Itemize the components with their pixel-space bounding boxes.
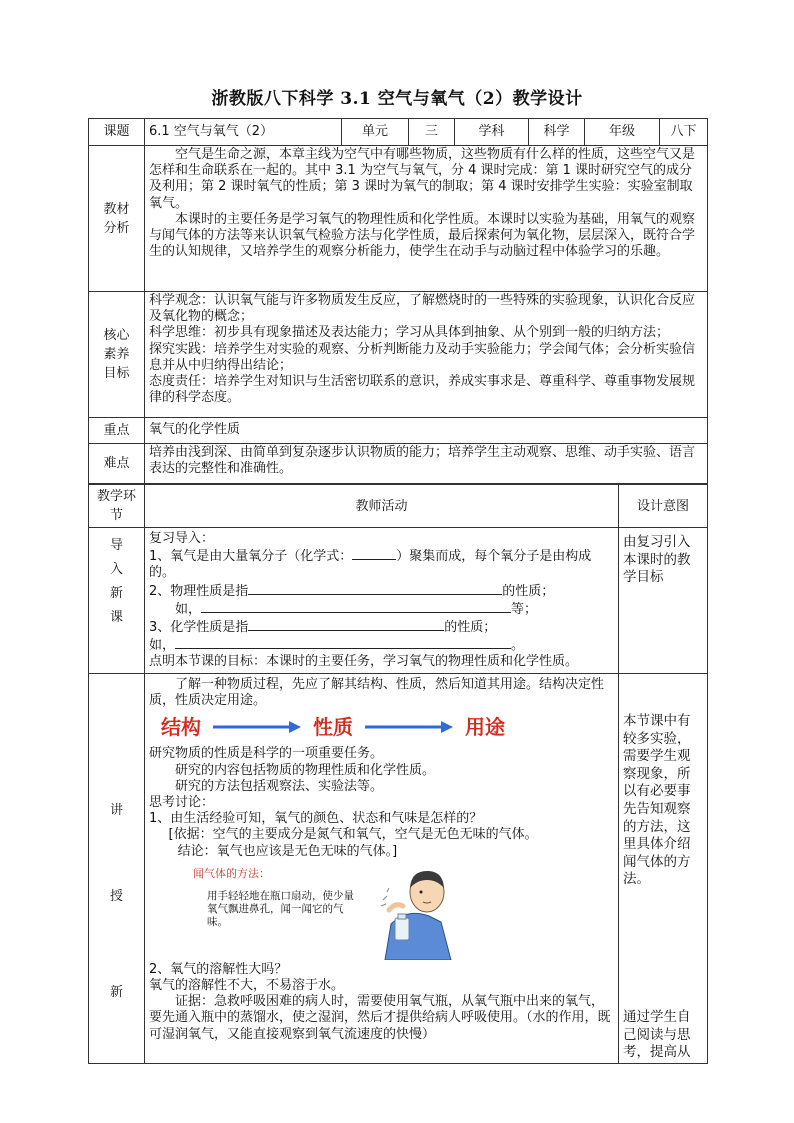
key-point-label: 重点 <box>89 418 145 444</box>
review-title: 复习导入： <box>149 531 215 546</box>
key-point-row <box>89 418 708 444</box>
grade-value: 八下 <box>660 119 708 146</box>
discussion-question-1: 1、由生活经验可知，氧气的颜色、状态和气味是怎样的？ <box>149 811 483 827</box>
intent-observation-note: 本节课中有较多实验，需要学生观察现象，所以有必要事先告知观察的方法，这里具体介绍闻气体的方法。 <box>623 713 691 888</box>
review-question-1: 1、氧气是由大量氧分子（化学式： ）聚集而成，每个氧分子是由构成的。 <box>149 549 592 581</box>
grade-label: 年级 <box>585 119 660 146</box>
review-example-3: 如， 。 <box>149 638 525 654</box>
research-line-3: 研究的方法包括观察法、实验法等。 <box>175 778 384 794</box>
topic-value: 6.1 空气与氧气（2） <box>145 119 342 146</box>
intro-row <box>89 528 708 674</box>
stage-char: 课 <box>109 610 123 625</box>
research-line-2: 研究的内容包括物质的物理性质和化学性质。 <box>175 762 436 778</box>
process-header-row <box>89 485 708 528</box>
goal-science-thinking: 科学思维：初步具有现象描述及表达能力；学习从具体到抽象、从个别到一般的归纳方法； <box>149 325 670 341</box>
stage-char: 授 <box>109 889 123 905</box>
arrow-right-icon <box>213 720 301 734</box>
answer-blank <box>201 600 511 613</box>
answer-blank <box>248 618 444 631</box>
person-smelling-gas-illustration <box>377 862 477 960</box>
goal-science-concept: 科学观念：认识氧气能与许多物质发生反应，了解燃烧时的一些特殊的实验现象，认识化合反应及氧化物的概念； <box>149 293 696 325</box>
subject-value: 科学 <box>529 119 585 146</box>
key-point-value: 氧气的化学性质 <box>145 418 708 444</box>
research-line-1: 研究物质的性质是科学的一项重要任务。 <box>149 746 384 762</box>
answer-blank <box>248 582 502 595</box>
figure-caption: 用手轻轻地在瓶口扇动，使少量氧气飘进鼻孔，闻一闻它的气味。 <box>207 889 354 928</box>
discussion-question-2: 2、氧气的溶解性大吗？ <box>149 961 288 977</box>
goal-attitude: 态度责任：培养学生对知识与生活密切联系的意识，养成实事求是、尊重科学、尊重事物发展规律的科学态度。 <box>149 374 696 406</box>
header-row <box>89 119 708 146</box>
smell-gas-figure <box>149 862 614 960</box>
stage-char: 新 <box>109 985 123 1001</box>
discussion-title: 思考讨论： <box>149 795 215 811</box>
unit-value: 三 <box>409 119 455 146</box>
lesson-goal-statement: 点明本节课的目标：本课时的主要任务，学习氧气的物理性质和化学性质。 <box>149 654 579 670</box>
document-title: 浙教版八下科学 3.1 空气与氧气（2）教学设计 <box>211 89 583 109</box>
flow-use: 用途 <box>465 715 505 740</box>
intro-stage <box>89 528 145 674</box>
analysis-paragraph-2: 本课时的主要任务是学习氧气的物理性质和化学性质。本课时以实验为基础，用氧气的观察与闻气体的方法等来认识氧气检验方法与化学性质，最后探索何为氧化物，层层深入，既符合学生的认知规律，又培养学生的观察分析能力，使学生在动手与动脑过程中体验学习的乐趣。 <box>149 211 696 260</box>
topic-label: 课题 <box>89 119 145 146</box>
goals-row <box>89 292 708 418</box>
structure-intro: 了解一种物质过程，先应了解其结构、性质，然后知道其用途。结构决定性质，性质决定用途。 <box>149 677 605 709</box>
intent-col-header: 设计意图 <box>619 485 708 528</box>
discussion-conclusion: 结论：氧气也应该是无色无味的气体。] <box>177 843 398 859</box>
teacher-col-header: 教师活动 <box>145 485 619 528</box>
difficulty-value: 培养由浅到深、由简单到复杂逐步认识物质的能力；培养学生主动观察、思维、动手实验、语言表达的完整性和准确性。 <box>145 444 708 484</box>
teach-row <box>89 674 708 1064</box>
teach-intent <box>619 674 708 1064</box>
stage-char: 导 <box>109 538 123 553</box>
discussion-basis: [依据：空气的主要成分是氮气和氧气，空气是无色无味的气体。 <box>168 827 538 843</box>
stage-col-header: 教学环节 <box>89 485 145 528</box>
process-table <box>88 484 708 1064</box>
solubility-answer: 氧气的溶解性不大，不易溶于水。 <box>149 978 345 994</box>
analysis-content <box>145 146 708 292</box>
unit-label: 单元 <box>342 119 409 146</box>
goals-label: 核心 素养 目标 <box>89 292 145 418</box>
teach-activity <box>145 674 619 1064</box>
structure-property-use-flow <box>149 712 614 742</box>
teach-stage <box>89 674 145 1064</box>
solubility-evidence: 证据：急救呼吸困难的病人时，需要使用氧气瓶，从氧气瓶中出来的氧气，要先通入瓶中的蒸馏水，使之湿润，然后才提供给病人呼吸使用。（水的作用，既可湿润氧气，又能直接观察到氧气流速度的快慢） <box>149 994 611 1042</box>
difficulty-label: 难点 <box>89 444 145 484</box>
answer-blank <box>352 547 396 560</box>
stage-char: 入 <box>109 562 123 577</box>
review-example-2: 如， 等； <box>175 601 538 617</box>
goal-inquiry-practice: 探究实践：培养学生对实验的观察、分析判断能力及动手实验能力；学会闻气体；会分析实验信息并从中归纳得出结论； <box>149 341 696 373</box>
intent-reading-note: 通过学生自己阅读与思考，提高从 <box>623 1008 691 1061</box>
review-question-3: 3、化学性质是指 的性质； <box>149 620 497 636</box>
difficulty-row <box>89 444 708 484</box>
goals-content <box>145 292 708 418</box>
intro-activity <box>145 528 619 674</box>
stage-char: 新 <box>109 586 123 601</box>
analysis-label: 教材 分析 <box>89 146 145 292</box>
flow-property: 性质 <box>313 715 353 740</box>
stage-char: 讲 <box>109 803 123 818</box>
analysis-paragraph-1: 空气是生命之源，本章主线为空气中有哪些物质，这些物质有什么样的性质，这些空气又是怎样和生命联系在一起的。其中 3.1 为空气与氧气，分 4 课时完成：第 1 课时研究空气的成分及利用；第 2 课时氧气的性质；第 3 课时为氧气的制取；第 4 课时安排学生实验：实验室制取氧气。 <box>149 147 696 211</box>
intro-intent: 由复习引入本课时的教学目标 <box>619 528 708 674</box>
figure-title: 闻气体的方法： <box>193 866 270 880</box>
answer-blank <box>175 636 511 649</box>
subject-label: 学科 <box>455 119 529 146</box>
analysis-row <box>89 146 708 292</box>
info-table <box>88 118 708 484</box>
arrow-right-icon <box>365 720 453 734</box>
review-question-2: 2、物理性质是指 的性质； <box>149 583 555 599</box>
flow-structure: 结构 <box>161 715 201 740</box>
